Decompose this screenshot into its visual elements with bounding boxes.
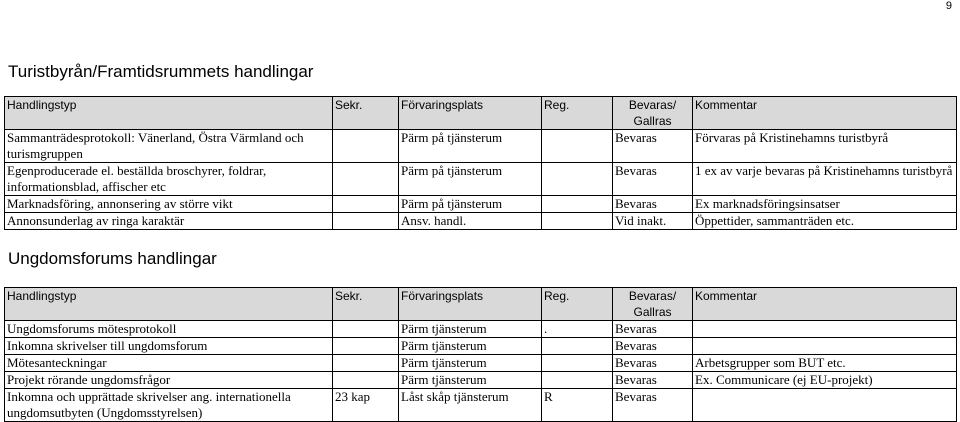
cell-reg	[542, 130, 613, 163]
cell-sekr	[333, 355, 399, 372]
table-row	[5, 196, 957, 213]
cell-bevaras-gallras: Bevaras	[613, 372, 693, 389]
cell-kommentar: 1 ex av varje bevaras på Kristinehamns turistbyrå	[693, 163, 957, 196]
cell-sekr	[333, 372, 399, 389]
cell-kommentar	[693, 321, 957, 338]
table-header-row	[5, 97, 957, 130]
table-row	[5, 130, 957, 163]
cell-forvaringsplats: Pärm tjänsterum	[399, 321, 542, 338]
table-row	[5, 355, 957, 372]
cell-kommentar: Förvaras på Kristinehamns turistbyrå	[693, 130, 957, 163]
header-handlingstyp: Handlingstyp	[5, 288, 333, 321]
cell-reg: .	[542, 321, 613, 338]
cell-forvaringsplats: Pärm på tjänsterum	[399, 196, 542, 213]
cell-reg	[542, 355, 613, 372]
cell-kommentar	[693, 389, 957, 422]
cell-forvaringsplats: Pärm tjänsterum	[399, 338, 542, 355]
cell-kommentar: Öppettider, sammanträden etc.	[693, 213, 957, 230]
header-sekr: Sekr.	[333, 288, 399, 321]
cell-bevaras-gallras: Vid inakt.	[613, 213, 693, 230]
cell-handlingstyp: Inkomna skrivelser till ungdomsforum	[5, 338, 333, 355]
cell-sekr	[333, 213, 399, 230]
cell-sekr	[333, 196, 399, 213]
cell-sekr: 23 kap	[333, 389, 399, 422]
section-title-ungdomsforum: Ungdomsforums handlingar	[8, 249, 217, 268]
cell-bevaras-gallras: Bevaras	[613, 338, 693, 355]
cell-kommentar: Ex. Communicare (ej EU-projekt)	[693, 372, 957, 389]
cell-bevaras-gallras: Bevaras	[613, 355, 693, 372]
page-number: 9	[945, 0, 952, 12]
cell-handlingstyp: Inkomna och upprättade skrivelser ang. internationella ungdomsutbyten (Ungdomsstyrelsen)	[5, 389, 333, 422]
table-row	[5, 338, 957, 355]
cell-forvaringsplats: Pärm tjänsterum	[399, 372, 542, 389]
cell-forvaringsplats: Pärm på tjänsterum	[399, 163, 542, 196]
cell-handlingstyp: Ungdomsforums mötesprotokoll	[5, 321, 333, 338]
table-row	[5, 372, 957, 389]
cell-handlingstyp: Projekt rörande ungdomsfrågor	[5, 372, 333, 389]
cell-bevaras-gallras: Bevaras	[613, 196, 693, 213]
header-handlingstyp: Handlingstyp	[5, 97, 333, 130]
table-header-row	[5, 288, 957, 321]
header-bevaras-gallras: Bevaras/ Gallras	[613, 97, 693, 130]
cell-kommentar: Arbetsgrupper som BUT etc.	[693, 355, 957, 372]
cell-sekr	[333, 130, 399, 163]
cell-bevaras-gallras: Bevaras	[613, 163, 693, 196]
records-table-ungdomsforum	[4, 287, 957, 422]
header-bevaras-gallras: Bevaras/ Gallras	[613, 288, 693, 321]
cell-reg	[542, 163, 613, 196]
section-title-turistbyran: Turistbyrån/Framtidsrummets handlingar	[8, 62, 314, 81]
cell-kommentar: Ex marknadsföringsinsatser	[693, 196, 957, 213]
cell-forvaringsplats: Låst skåp tjänsterum	[399, 389, 542, 422]
cell-kommentar	[693, 338, 957, 355]
table-row	[5, 321, 957, 338]
cell-handlingstyp: Annonsunderlag av ringa karaktär	[5, 213, 333, 230]
table-row	[5, 163, 957, 196]
header-sekr: Sekr.	[333, 97, 399, 130]
cell-reg	[542, 213, 613, 230]
cell-handlingstyp: Sammanträdesprotokoll: Vänerland, Östra Värmland och turismgruppen	[5, 130, 333, 163]
table-row	[5, 389, 957, 422]
header-reg: Reg.	[542, 288, 613, 321]
header-kommentar: Kommentar	[693, 97, 957, 130]
cell-forvaringsplats: Ansv. handl.	[399, 213, 542, 230]
cell-sekr	[333, 321, 399, 338]
cell-reg	[542, 196, 613, 213]
table-row	[5, 213, 957, 230]
cell-reg	[542, 338, 613, 355]
header-forvaringsplats: Förvaringsplats	[399, 97, 542, 130]
cell-bevaras-gallras: Bevaras	[613, 130, 693, 163]
cell-reg	[542, 372, 613, 389]
cell-bevaras-gallras: Bevaras	[613, 321, 693, 338]
cell-sekr	[333, 163, 399, 196]
header-reg: Reg.	[542, 97, 613, 130]
cell-handlingstyp: Marknadsföring, annonsering av större vikt	[5, 196, 333, 213]
cell-reg: R	[542, 389, 613, 422]
cell-sekr	[333, 338, 399, 355]
cell-forvaringsplats: Pärm tjänsterum	[399, 355, 542, 372]
cell-handlingstyp: Mötesanteckningar	[5, 355, 333, 372]
records-table-turistbyran	[4, 96, 957, 230]
header-forvaringsplats: Förvaringsplats	[399, 288, 542, 321]
cell-forvaringsplats: Pärm på tjänsterum	[399, 130, 542, 163]
cell-handlingstyp: Egenproducerade el. beställda broschyrer, foldrar, informationsblad, affischer etc	[5, 163, 333, 196]
header-kommentar: Kommentar	[693, 288, 957, 321]
cell-bevaras-gallras: Bevaras	[613, 389, 693, 422]
